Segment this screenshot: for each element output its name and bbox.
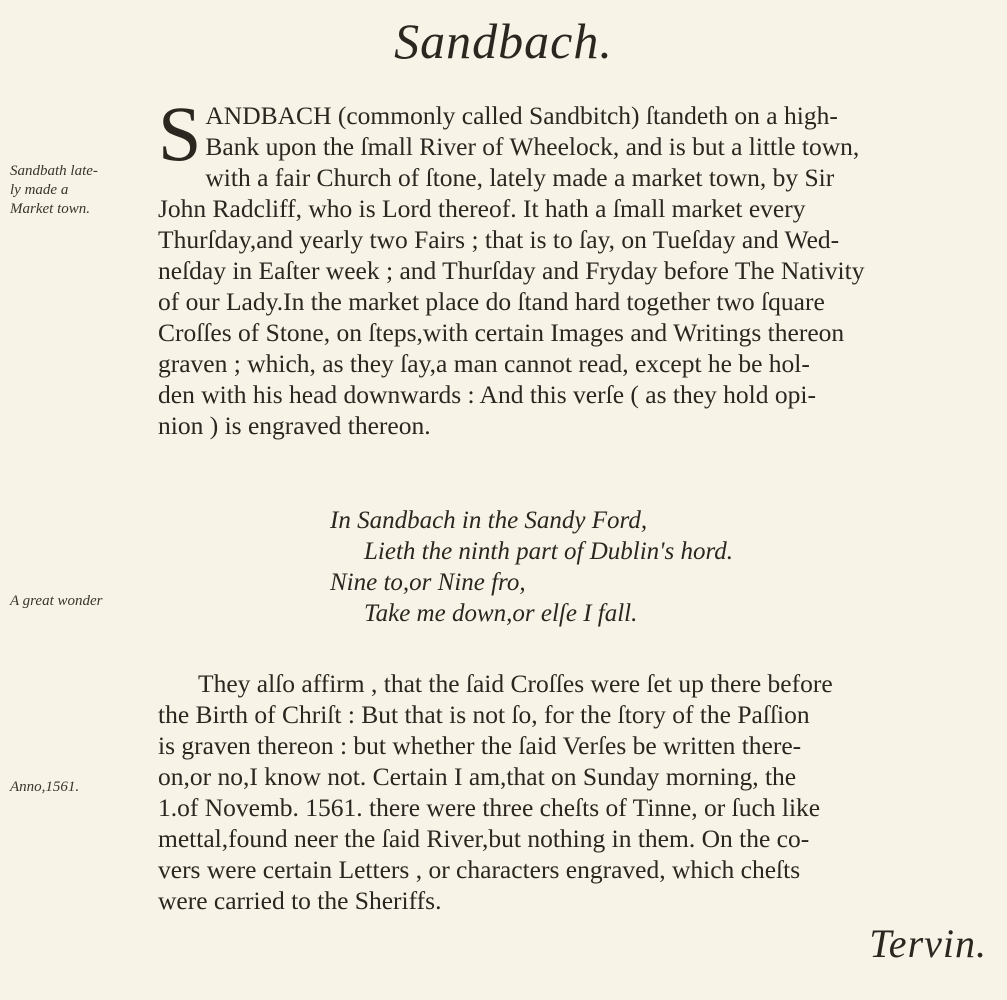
margin-note-wonder: A great wonder	[10, 593, 103, 609]
text-line: the Birth of Chriſt : But that is not ſo, for the ſtory of the Paſſion	[158, 700, 810, 729]
text-line: mettal,found neer the ſaid River,but nothing in them. On the co-	[158, 824, 810, 853]
page-title: Sandbach.	[394, 13, 613, 69]
text-line: neſday in Eaſter week ; and Thurſday and Fryday before The Nativity	[158, 256, 865, 285]
margin-note-line: Sandbath late-	[10, 163, 98, 179]
margin-note-line: Market town.	[10, 201, 90, 217]
text-line: were carried to the Sheriffs.	[158, 886, 442, 915]
verse-line: Lieth the ninth part of Dublin's hord.	[364, 538, 734, 565]
text-line: nion ) is engraved thereon.	[158, 411, 431, 440]
margin-note-line: ly made a	[10, 182, 69, 198]
text-line: on,or no,I know not. Certain I am,that on Sunday morning, the	[158, 762, 797, 791]
verse-line: Nine to,or Nine fro,	[330, 569, 526, 596]
text-line: vers were certain Letters , or characters engraved, which cheſts	[158, 855, 801, 884]
text-line: den with his head downwards : And this verſe ( as they hold opi-	[158, 380, 816, 409]
catchword: Tervin.	[869, 921, 987, 966]
verse-line: In Sandbach in the Sandy Ford,	[330, 507, 648, 534]
text-line: 1.of Novemb. 1561. there were three cheſts of Tinne, or ſuch like	[158, 793, 821, 822]
text-line: ANDBACH (commonly called Sandbitch) ſtandeth on a high-	[205, 101, 838, 130]
paragraph-crosses	[158, 668, 1000, 916]
text-line: They alſo affirm , that the ſaid Croſſes were ſet up there before	[198, 669, 833, 698]
text-line: Bank upon the ſmall River of Wheelock, and is but a little town,	[205, 132, 860, 161]
text-line: of our Lady.In the market place do ſtand hard together two ſquare	[158, 287, 825, 316]
text-line: Thurſday,and yearly two Fairs ; that is to ſay, on Tueſday and Wed-	[158, 225, 840, 254]
drop-cap: S	[158, 90, 202, 177]
text-line: Croſſes of Stone, on ſteps,with certain Images and Writings thereon	[158, 318, 845, 347]
paragraph-sandbach	[158, 90, 1000, 441]
margin-note-market-town	[10, 162, 150, 219]
margin-note-anno: Anno,1561.	[10, 779, 80, 795]
text-line: graven ; which, as they ſay,a man cannot read, except he be hol-	[158, 349, 810, 378]
text-line: John Radcliff, who is Lord thereof. It hath a ſmall market every	[158, 194, 806, 223]
text-line: with a fair Church of ſtone, lately made a market town, by Sir	[205, 163, 835, 192]
verse-block	[330, 505, 1000, 629]
text-line: is graven thereon : but whether the ſaid Verſes be written there-	[158, 731, 802, 760]
verse-line: Take me down,or elſe I fall.	[364, 600, 638, 627]
